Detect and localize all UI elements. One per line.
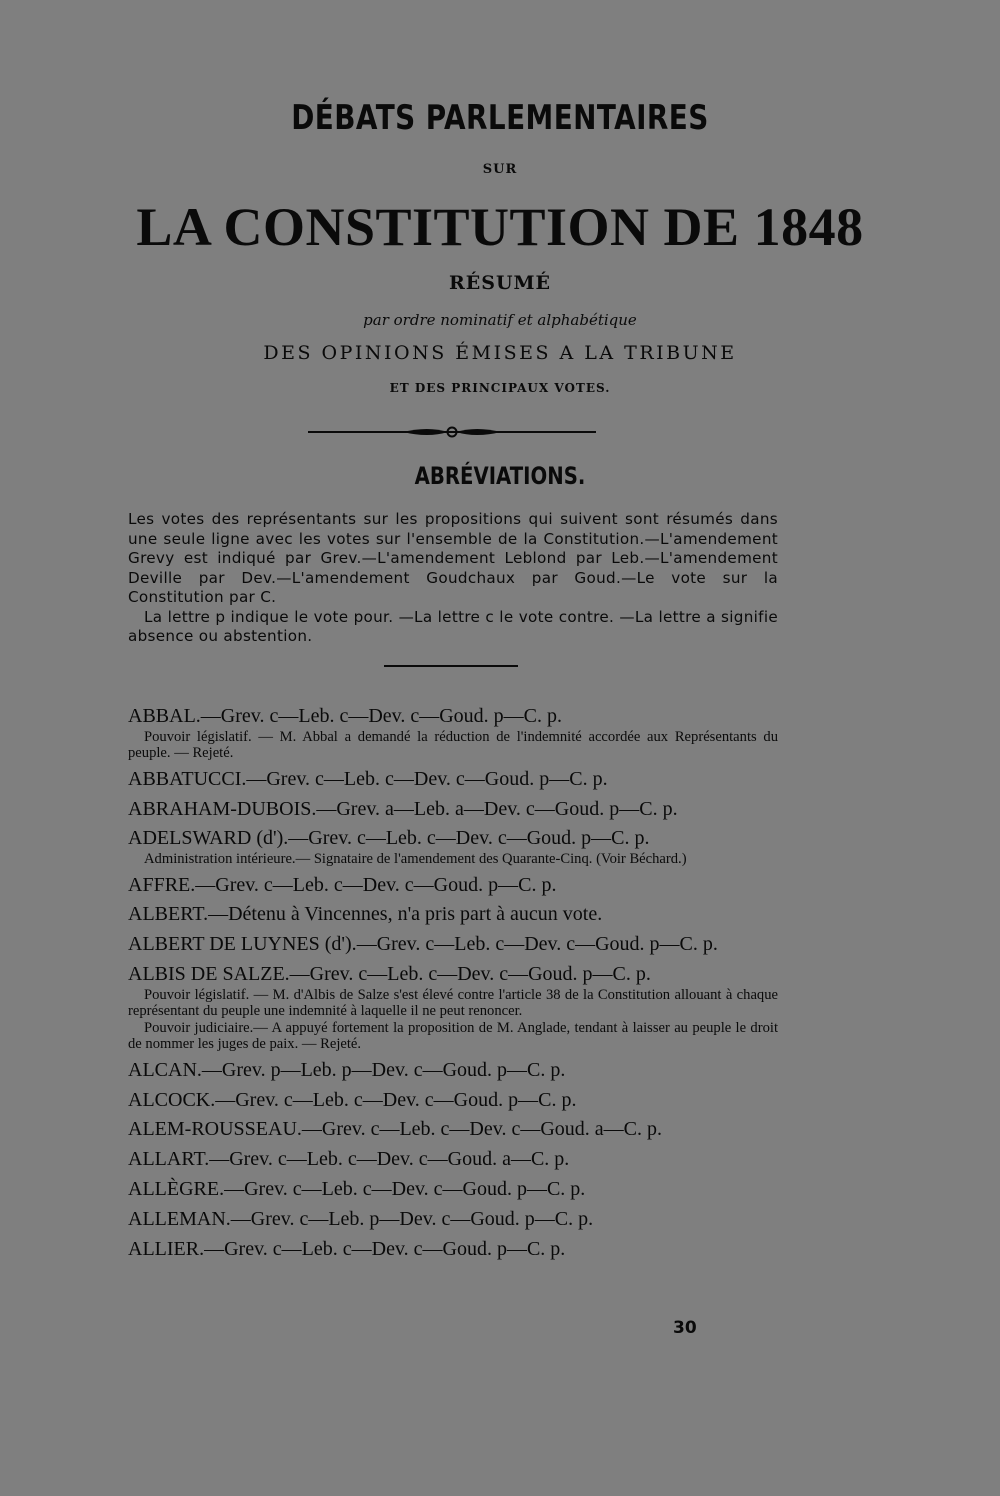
entry-name: ABBAL. [128, 705, 201, 727]
entry-votes: —Grev. c—Leb. c—Dev. c—Goud. p—C. p. [204, 1237, 566, 1260]
abbreviations-heading: ABRÉVIATIONS. [414, 462, 586, 490]
entry-votes: —Grev. c—Leb. c—Dev. c—Goud. p—C. p. [215, 1088, 577, 1111]
entry-name: ALCOCK. [128, 1088, 216, 1111]
entry-name: ABRAHAM-DUBOIS. [128, 797, 317, 820]
entry-votes: —Grev. c—Leb. c—Dev. c—Goud. p—C. p. [289, 963, 651, 986]
entry-row [128, 1056, 778, 1086]
entry-name: ABBATUCCI. [128, 767, 247, 790]
abbreviations-paragraph: La lettre p indique le vote pour. —La lettre c le vote contre. —La lettre a signifie absence ou abstention. [128, 607, 778, 645]
entry-votes: —Grev. c—Leb. p—Dev. c—Goud. p—C. p. [230, 1207, 594, 1230]
entry-votes: —Grev. c—Leb. c—Dev. c—Goud. p—C. p. [246, 767, 608, 790]
entry-row [128, 1235, 778, 1265]
entry-note: Pouvoir législatif. — M. Abbal a demandé la réduction de l'indemnité accordée aux Représentants du peuple. — Rejeté. [128, 728, 778, 762]
entry-name: ALCAN. [128, 1058, 202, 1081]
entry-row [128, 765, 778, 795]
entry-votes: —Grev. c—Leb. c—Dev. c—Goud. p—C. p. [356, 933, 718, 956]
entry-votes: —Grev. c—Leb. c—Dev. c—Goud. a—C. p. [301, 1118, 662, 1141]
entry-name: ALLÈGRE. [128, 1178, 225, 1201]
entry-row [128, 824, 778, 854]
entry-votes: —Grev. p—Leb. p—Dev. c—Goud. p—C. p. [201, 1058, 566, 1081]
entry-name: AFFRE. [128, 873, 196, 896]
entry-row [128, 930, 778, 960]
entry-row [128, 1205, 778, 1235]
entry-name: ALBIS DE SALZE. [128, 963, 290, 986]
votes-subtitle: ET DES PRINCIPAUX VOTES. [389, 381, 611, 395]
main-title: DÉBATS PARLEMENTAIRES [291, 98, 709, 138]
entry-name: ALBERT. [128, 903, 209, 926]
ordre-subtitle: par ordre nominatif et alphabétique [363, 311, 637, 329]
entry-row [128, 1175, 778, 1205]
entry-votes: —Grev. c—Leb. c—Dev. c—Goud. p—C. p. [288, 827, 650, 850]
entry-note: Pouvoir législatif. — M. d'Albis de Salze s'est élevé contre l'article 38 de la Constitution allouant à chaque représentant du peuple une indemnité à laquelle il ne peut renoncer. [128, 986, 778, 1020]
entry-votes: —Grev. c—Leb. c—Dev. c—Goud. p—C. p. [200, 705, 563, 727]
entry-name: ALLART. [128, 1148, 210, 1171]
entry-row [128, 1115, 778, 1145]
entry-name: ADELSWARD (d'). [128, 827, 289, 850]
entry-row [128, 795, 778, 825]
entry-row [128, 1145, 778, 1175]
entry-note: Administration intérieure.— Signataire de l'amendement des Quarante-Cinq. (Voir Béchard.) [144, 851, 687, 868]
entry-name: ALLIER. [128, 1237, 205, 1260]
entry-row [128, 1086, 778, 1116]
entry-row [128, 960, 778, 990]
entry-row [128, 871, 778, 901]
entry-row [128, 900, 778, 930]
opinions-subtitle: DES OPINIONS ÉMISES A LA TRIBUNE [263, 342, 737, 364]
abbreviations-text [128, 510, 778, 647]
entry-name: ALBERT DE LUYNES (d'). [128, 933, 357, 956]
entry-name: ALEM-ROUSSEAU. [128, 1118, 302, 1141]
entry-votes: —Grev. c—Leb. c—Dev. c—Goud. p—C. p. [195, 873, 557, 896]
subject-title: LA CONSTITUTION DE 1848 [136, 197, 864, 257]
resume-heading: RÉSUMÉ [448, 272, 552, 294]
abbreviations-paragraph: Les votes des représentants sur les propositions qui suivent sont résumés dans une seule ligne avec les votes sur l'ensemble de la Constitution.—L'amendement Grevy est indiqué par Grev.—L'amendement Leblond par Leb.—L'amendement Deville par Dev.—L'amendement Goudchaux par Goud.—Le vote sur la Constitution par C. [128, 510, 778, 606]
entry-votes: —Grev. a—Leb. a—Dev. c—Goud. p—C. p. [316, 797, 678, 820]
entry-name: ALLEMAN. [128, 1207, 231, 1230]
title-sur: SUR [482, 162, 518, 177]
page-number: 30 [673, 1318, 697, 1338]
entry-votes: —Grev. c—Leb. c—Dev. c—Goud. a—C. p. [209, 1148, 570, 1171]
section-divider [384, 665, 518, 667]
entry-note: Pouvoir judiciaire.— A appuyé fortement la proposition de M. Anglade, tendant à laisser au peuple le droit de nommer les juges de paix. — Rejeté. [128, 1019, 778, 1053]
ornament-divider [308, 424, 596, 440]
entry-votes: —Grev. c—Leb. c—Dev. c—Goud. p—C. p. [224, 1178, 586, 1201]
entry-votes: —Détenu à Vincennes, n'a pris part à aucun vote. [208, 903, 603, 926]
entry-row [128, 702, 778, 732]
entries-list [128, 702, 778, 1264]
